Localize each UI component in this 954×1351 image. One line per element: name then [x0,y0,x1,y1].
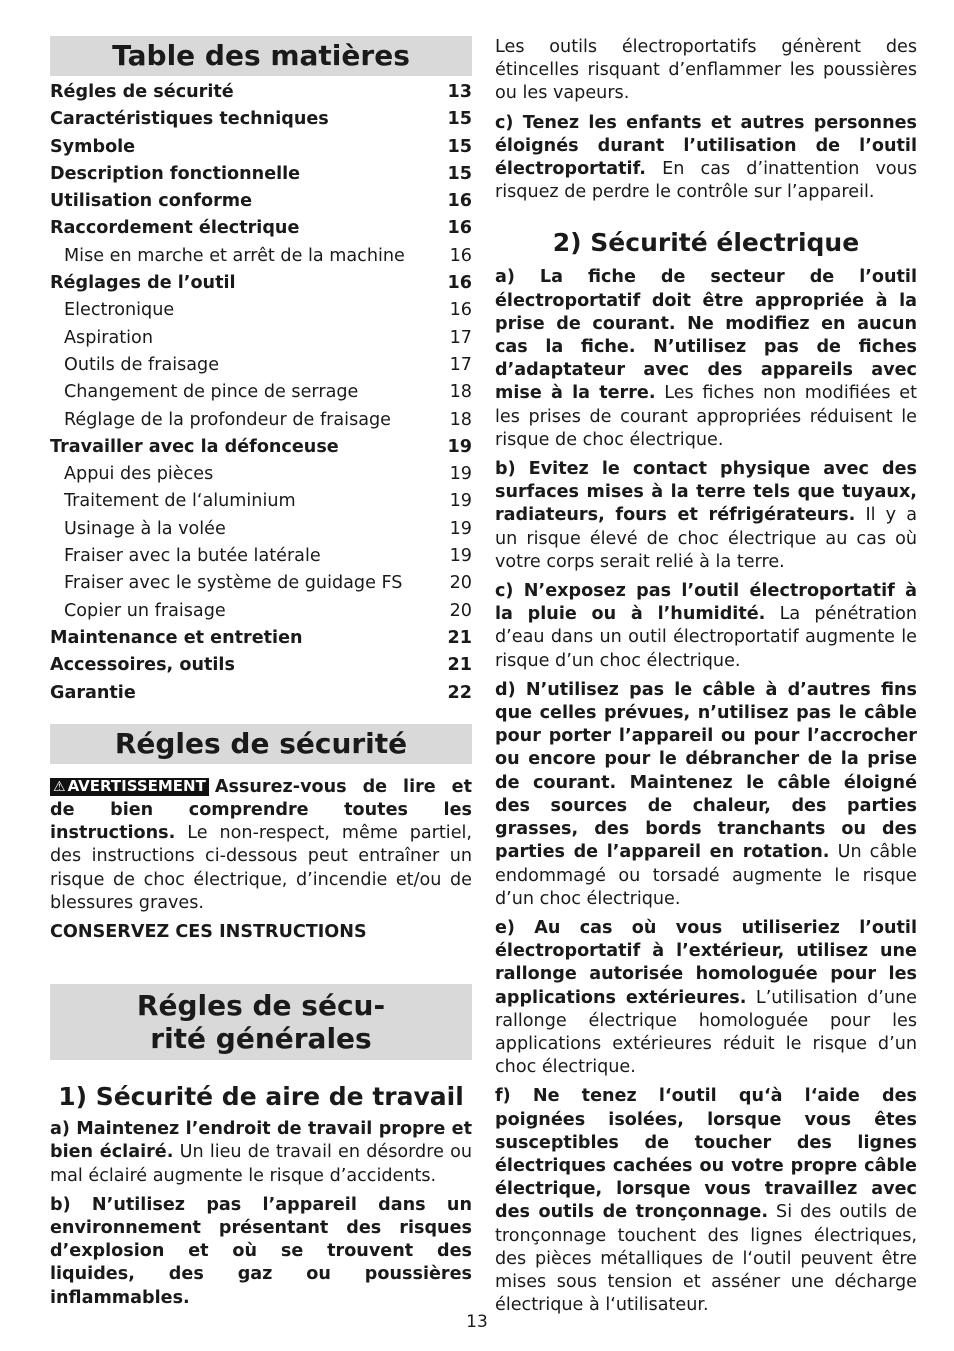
toc-entry [50,82,472,109]
toc-entry-label: Fraiser avec le système de guidage FS [64,573,403,594]
toc-entry-label: Appui des pièces [64,464,214,485]
toc-entry [50,573,472,600]
toc-entry-page: 20 [449,600,472,621]
electrical-d-text: Un câble endommagé ou torsadé augmente le risque d’un choc électrique. [495,842,917,909]
toc-entry [50,546,472,573]
toc-entry [50,218,472,245]
toc-entry [50,628,472,655]
toc-entry-label: Changement de pince de serrage [64,382,359,403]
toc-entry-label: Traitement de l‘aluminium [64,491,296,512]
general-safety-title [50,984,472,1060]
electrical-a [495,266,917,452]
warning-paragraph [50,776,472,915]
conserve-instructions: CONSERVEZ CES INSTRUCTIONS [50,922,367,943]
toc-entry [50,464,472,491]
toc-entry [50,519,472,546]
toc-entry [50,191,472,218]
electrical-b-text: Il y a un risque élevé de choc électrique au cas où votre corps serait relié à la terre. [495,505,917,572]
toc-entry-page: 15 [447,136,472,157]
toc-entry-page: 15 [447,109,472,130]
work-area-a-bold: a) Maintenez l’endroit de travail propre et bien éclairé. [50,1119,472,1163]
toc-entry [50,437,472,464]
toc-entry-label: Aspiration [64,327,153,348]
toc-entry-page: 17 [449,327,472,348]
toc-entry-page: 20 [449,573,472,594]
toc-entry [50,109,472,136]
toc-entry-label: Accessoires, outils [50,655,235,676]
toc-entry-page: 16 [447,191,472,212]
toc-entry-page: 16 [447,273,472,294]
toc-entry [50,300,472,327]
toc-entry-label: Travailler avec la défonceuse [50,436,339,457]
work-area-c [495,112,917,205]
electrical-b [495,458,917,574]
toc-entry-label: Fraiser avec la butée latérale [64,546,321,567]
toc-entry [50,683,472,710]
toc-entry-label: Usinage à la volée [64,518,226,539]
toc-entry-label: Outils de fraisage [64,354,220,375]
toc-entry [50,355,472,382]
toc-entry-page: 16 [447,218,472,239]
electrical-d-bold: d) N’utilisez pas le câble à d’autres fins que celles prévues, n’utilisez pas le câble pour porter l’appareil ou pour l’accrocher ou encore pour le débrancher de la prise de courant. Maintenez le câble éloigné des sources de chaleur, des parties grasses, des bords tranchants ou des parties de l’appareil en rotation. [495,679,917,863]
toc-entry-label: Symbole [50,136,136,157]
electrical-b-bold: b) Evitez le contact physique avec des surfaces mises à la terre tels que tuyaux, radiateurs, fours et réfrigérateurs. [495,459,917,526]
work-area-c-bold: c) Tenez les enfants et autres personnes éloignés durant l’utilisation de l’outil électroportatif. [495,112,917,180]
toc-entry-page: 19 [449,464,472,485]
electrical-a-bold: a) La fiche de secteur de l’outil électroportatif doit être appropriée à la prise de courant. Ne modifiez en aucun cas la fiche. N’utilisez pas de fiches d’adaptateur avec des appareils avec mise à la terre. [495,267,917,404]
electrical-e-bold: e) Au cas où vous utiliseriez l’outil électroportatif à l’extérieur, utilisez une rallonge autorisée homologuée pour les applications extérieures. [495,917,917,1008]
toc-entry [50,655,472,682]
toc-entry-page: 18 [449,382,472,403]
work-area-b-continued: Les outils électroportatifs génèrent des étincelles risquant d’enflammer les poussières ou les vapeurs. [495,37,917,104]
warning-triangle-icon: ⚠ [53,778,66,795]
toc-entry-page: 22 [447,682,472,703]
work-area-b [50,1194,472,1310]
toc-entry [50,137,472,164]
table-of-contents [50,82,472,710]
toc-entry-label: Utilisation conforme [50,191,253,212]
toc-entry [50,382,472,409]
toc-title: Table des matières [50,36,472,76]
toc-entry-page: 13 [447,82,472,102]
toc-entry-page: 16 [449,300,472,321]
toc-entry-page: 15 [447,163,472,184]
electrical-f-text: Si des outils de tronçonnage touchent des lignes électriques, des pièces métalliques de l‘outil peuvent être mises sous tension et asséner une décharge électrique à l‘utilisateur. [495,1202,917,1316]
left-column [50,36,472,1310]
toc-entry-page: 17 [449,354,472,375]
toc-entry-label: Maintenance et entretien [50,627,303,648]
toc-entry-page: 18 [449,409,472,430]
electrical-f [495,1085,917,1317]
safety-title: Régles de sécurité [50,724,472,764]
work-area-b-bold: b) N’utilisez pas l’appareil dans un environnement présentant des risques d’explosion et où se trouvent des liquides, des gaz ou poussières inflammables. [50,1194,472,1308]
general-title-line1: Régles de sécu- [136,989,386,1023]
toc-entry-label: Régles de sécurité [50,82,234,102]
electrical-c [495,580,917,673]
electrical-e [495,917,917,1079]
toc-entry-page: 21 [447,627,472,648]
toc-entry-label: Description fonctionnelle [50,163,301,184]
work-area-a [50,1118,472,1188]
toc-entry-label: Copier un fraisage [64,600,226,621]
right-column [495,36,917,1317]
toc-entry-label: Electronique [64,300,175,321]
general-title-line2: rité générales [150,1022,372,1056]
warning-label: AVERTISSEMENT [67,776,206,795]
toc-entry [50,601,472,628]
warning-badge [50,778,209,796]
toc-entry-page: 19 [449,518,472,539]
toc-entry [50,328,472,355]
toc-entry-label: Raccordement électrique [50,218,300,239]
work-area-c-text: En cas d’inattention vous risquez de perdre le contrôle sur l’appareil. [495,159,918,203]
work-area-a-text: Un lieu de travail en désordre ou mal éclairé augmente le risque d’accidents. [50,1142,473,1186]
toc-entry-label: Garantie [50,682,136,703]
toc-entry [50,246,472,273]
toc-entry-label: Caractéristiques techniques [50,109,329,130]
toc-entry-page: 19 [447,436,472,457]
toc-entry [50,164,472,191]
toc-entry-page: 16 [449,245,472,266]
toc-entry-label: Mise en marche et arrêt de la machine [64,245,405,266]
electrical-c-bold: c) N’exposez pas l’outil électroportatif à la pluie ou à l’humidité. [495,581,917,625]
warning-bold: Assurez-vous de lire et de bien comprendre toutes les instructions. [50,776,472,844]
toc-entry [50,410,472,437]
toc-entry-label: Réglage de la profondeur de fraisage [64,409,392,430]
electrical-e-text: L’utilisation d’une rallonge électrique homologuée pour les applications extérieures réduit le risque d’un choc électrique. [495,987,917,1078]
toc-entry-page: 19 [449,546,472,567]
toc-entry-page: 19 [449,491,472,512]
electrical-a-text: Les fiches non modifiées et les prises de courant appropriées réduisent le risque de choc électrique. [495,383,918,450]
electrical-d [495,679,917,911]
toc-entry [50,273,472,300]
electrical-heading: 2) Sécurité électrique [552,228,860,258]
toc-entry [50,491,472,518]
toc-entry-page: 21 [447,655,472,676]
electrical-f-bold: f) Ne tenez l‘outil qu‘à l‘aide des poignées isolées, lorsque vous êtes susceptibles de toucher des lignes électriques cachées ou votre propre câble électrique, lorsque vous travaillez avec des outils de tronçonnage. [495,1086,917,1223]
page-number: 13 [466,1312,488,1332]
electrical-c-text: La pénétration d’eau dans un outil électroportatif augmente le risque d’un choc électrique. [495,604,918,671]
warning-text: Le non-respect, même partiel, des instructions ci-dessous peut entraîner un risque de choc électrique, d’incendie et/ou de blessures graves. [50,823,473,913]
toc-entry-label: Réglages de l’outil [50,273,236,294]
work-area-heading: 1) Sécurité de aire de travail [58,1082,464,1112]
